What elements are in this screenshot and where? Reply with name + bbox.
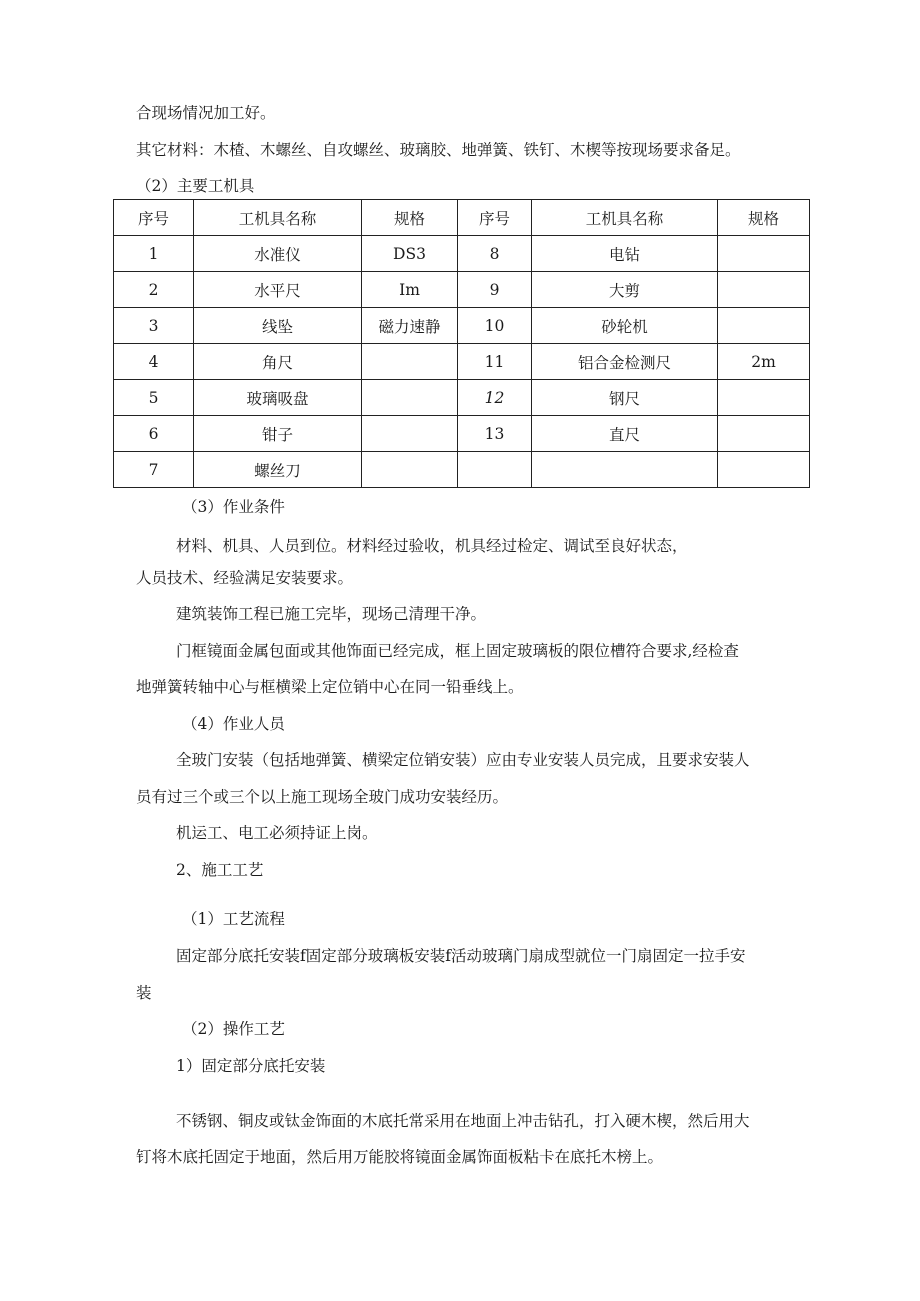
table-cell: 3: [114, 308, 194, 344]
paragraph: 装: [136, 984, 152, 1002]
table-row: [114, 416, 810, 452]
paragraph: 材料、机具、人员到位。材料经过验收，机具经过检定、调试至良好状态，: [176, 537, 688, 555]
table-row: [114, 452, 810, 488]
table-row: [114, 344, 810, 380]
table-cell: 钢尺: [532, 380, 718, 416]
table-header-cell: 工机具名称: [194, 200, 362, 236]
table-cell: [362, 380, 458, 416]
section-heading: （2）操作工艺: [182, 1020, 285, 1038]
table-cell: 7: [114, 452, 194, 488]
paragraph: 机运工、电工必须持证上岗。: [176, 824, 378, 842]
paragraph: 全玻门安装（包括地弹簧、横梁定位销安装）应由专业安装人员完成，且要求安装人: [176, 751, 750, 769]
table-cell: Im: [362, 272, 458, 308]
table-header-cell: 工机具名称: [532, 200, 718, 236]
table-row: [114, 236, 810, 272]
table-cell: [718, 416, 810, 452]
paragraph: 门框镜面金属包面或其他饰面已经完成，框上固定玻璃板的限位槽符合要求,经检查: [176, 642, 739, 660]
table-cell: 2m: [718, 344, 810, 380]
table-cell: 电钻: [532, 236, 718, 272]
table-row: [114, 272, 810, 308]
table-cell: 10: [458, 308, 532, 344]
section-heading: （4）作业人员: [182, 715, 285, 733]
table-cell: [718, 272, 810, 308]
table-cell: 11: [458, 344, 532, 380]
table-cell: 直尺: [532, 416, 718, 452]
table-cell: 水平尺: [194, 272, 362, 308]
table-cell: 6: [114, 416, 194, 452]
table-cell: [458, 452, 532, 488]
table-cell: 1: [114, 236, 194, 272]
paragraph: 建筑装饰工程已施工完毕，现场己清理干净。: [176, 605, 487, 623]
table-cell: 9: [458, 272, 532, 308]
table-cell: 线坠: [194, 308, 362, 344]
table-cell: [362, 344, 458, 380]
paragraph: 员有过三个或三个以上施工现场全玻门成功安装经历。: [136, 788, 509, 806]
table-row: [114, 380, 810, 416]
table-cell: [718, 236, 810, 272]
table-cell: 水准仪: [194, 236, 362, 272]
table-cell: 铝合金检测尺: [532, 344, 718, 380]
table-cell: 12: [458, 380, 532, 416]
paragraph: 合现场情况加工好。: [136, 104, 276, 122]
table-header-cell: 序号: [114, 200, 194, 236]
table-cell: 磁力速静: [362, 308, 458, 344]
table-cell: 2: [114, 272, 194, 308]
table-cell: [718, 308, 810, 344]
tools-table: [113, 199, 810, 488]
table-header-cell: 规格: [362, 200, 458, 236]
table-header-row: [114, 200, 810, 236]
table-cell: [532, 452, 718, 488]
table-row: [114, 308, 810, 344]
table-cell: DS3: [362, 236, 458, 272]
table-cell: 5: [114, 380, 194, 416]
section-heading: （1）工艺流程: [182, 910, 285, 928]
paragraph: 固定部分底托安装f固定部分玻璃板安装f活动玻璃门扇成型就位一门扇固定一拉手安: [176, 947, 746, 965]
section-heading: 1）固定部分底托安装: [176, 1057, 326, 1075]
table-cell: 玻璃吸盘: [194, 380, 362, 416]
table-cell: 大剪: [532, 272, 718, 308]
paragraph: 其它材料：木楂、木螺丝、自攻螺丝、玻璃胶、地弹簧、铁钉、木楔等按现场要求备足。: [136, 141, 741, 159]
table-cell: 砂轮机: [532, 308, 718, 344]
table-cell: [718, 452, 810, 488]
section-heading: （2）主要工机具: [136, 177, 255, 195]
table-cell: 13: [458, 416, 532, 452]
table-cell: [718, 380, 810, 416]
table-cell: [362, 416, 458, 452]
section-heading: 2、施工工艺: [176, 861, 264, 879]
table-cell: 4: [114, 344, 194, 380]
paragraph: 地弹簧转轴中心与框横梁上定位销中心在同一铅垂线上。: [136, 678, 524, 696]
paragraph: 人员技术、经验满足安装要求。: [136, 569, 354, 587]
table-cell: [362, 452, 458, 488]
table-cell: 螺丝刀: [194, 452, 362, 488]
table-cell: 钳子: [194, 416, 362, 452]
paragraph: 不锈钢、铜皮或钛金饰面的木底托常采用在地面上冲击钻孔，打入硬木楔，然后用大: [176, 1112, 750, 1130]
table-header-cell: 规格: [718, 200, 810, 236]
paragraph: 钉将木底托固定于地面，然后用万能胶将镜面金属饰面板粘卡在底托木榜上。: [136, 1148, 664, 1166]
table-cell: 8: [458, 236, 532, 272]
section-heading: （3）作业条件: [182, 498, 285, 516]
table-header-cell: 序号: [458, 200, 532, 236]
table-cell: 角尺: [194, 344, 362, 380]
